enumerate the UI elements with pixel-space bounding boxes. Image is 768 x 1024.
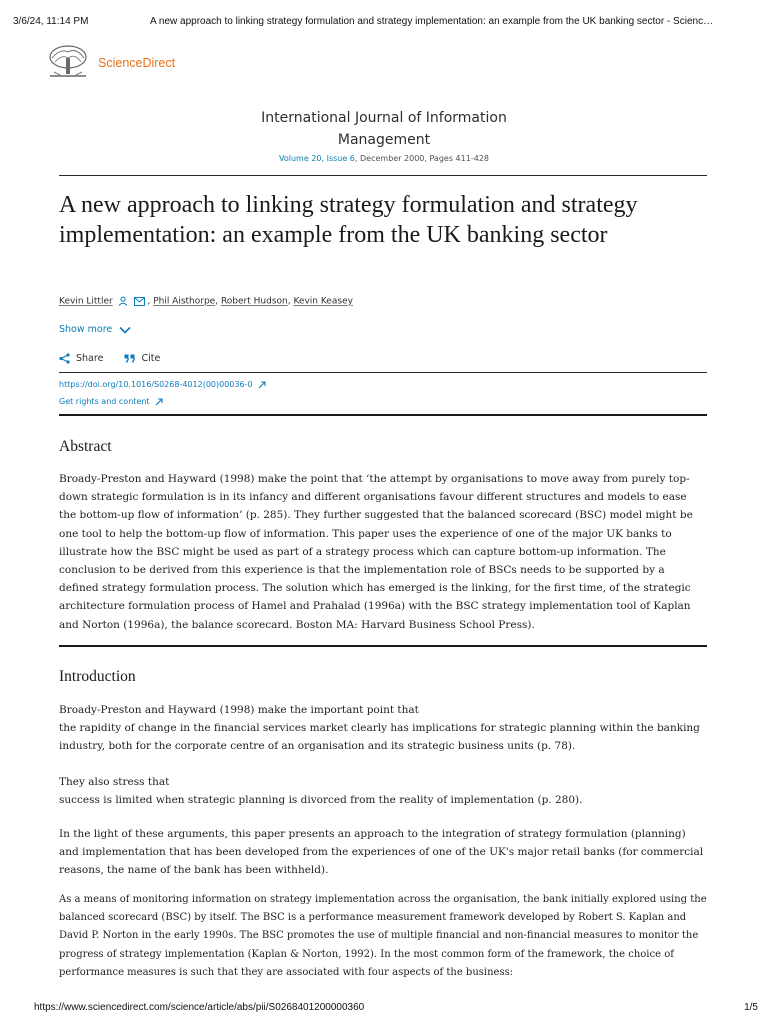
divider <box>59 645 707 647</box>
author-link[interactable]: Phil Aisthorpe <box>153 296 216 307</box>
print-footer <box>0 1002 768 1016</box>
print-date: 3/6/24, 11:14 PM <box>13 16 89 27</box>
intro-paragraph: In the light of these arguments, this paper presents an approach to the integration of strategy formulation (planning) and implementation that has been developed from the experiences of one of the UK's major retail banks (for commercial reasons, the name of the bank has been withheld). <box>59 828 704 877</box>
author-link[interactable]: Robert Hudson <box>220 296 288 307</box>
print-page-title: A new approach to linking strategy formulation and strategy implementation: an example from the UK banking sector - Scienc… <box>150 16 714 27</box>
share-icon <box>59 353 70 364</box>
intro-quote: success is limited when strategic planning is divorced from the reality of implementation (p. 280). <box>59 794 583 806</box>
article-title: A new approach to linking strategy formulation and strategy implementation: an example from the UK banking sector <box>59 192 638 248</box>
doi-link[interactable] <box>59 380 266 389</box>
brand-name: ScienceDirect <box>98 56 176 70</box>
page-url: https://www.sciencedirect.com/science/article/abs/pii/S0268401200000360 <box>34 1002 365 1013</box>
author-link[interactable]: Kevin Keasey <box>293 296 353 307</box>
author-list: Kevin Littler , Phil Aisthorpe, Robert Hudson, Kevin Keasey <box>59 296 353 307</box>
show-more-button[interactable] <box>59 324 131 335</box>
journal-name-line1: International Journal of Information <box>261 110 507 126</box>
doi-text: https://doi.org/10.1016/S0268-4012(00)00036-0 <box>59 380 253 389</box>
introduction-heading: Introduction <box>59 668 136 685</box>
divider <box>59 175 707 176</box>
journal-name-line2: Management <box>337 132 431 148</box>
share-button[interactable] <box>59 353 103 364</box>
date-pages: , December 2000, Pages 411-428 <box>354 154 489 163</box>
abstract-text: Broady-Preston and Hayward (1998) make the point that ‘the attempt by organisations to move away from purely top-down strategic formulation is in its infancy and different organisations favour different structures and models to ease the bottom-up flow of information’ (p. 285). They further suggested that the balanced scorecard (BSC) model might be one tool to help the bottom-up flow of information. This paper uses the experience of one of the major UK banks to illustrate how the BSC might be used as part of a strategy process which can capture bottom-up information. The conclusion to be derived from this experience is that the implementation role of BSCs needs to be supported by a defined strategy formulation process. The solution which has emerged is the linking, for the first time, of the strategic architecture formulation process of Hamel and Prahalad (1996a) with the BSC strategy implementation tool of Kaplan and Norton (1996a), the balance scorecard. Boston MA: Harvard Business School Press). <box>59 473 693 631</box>
abstract-heading: Abstract <box>59 438 112 455</box>
intro-paragraph: As a means of monitoring information on strategy implementation across the organisation, the bank initially explored using the balanced scorecard (BSC) by itself. The BSC is a performance measurement framework developed by Robert S. Kaplan and David P. Norton in the early 1990s. The BSC promotes the use of multiple financial and non-financial measures to monitor the progress of strategy implementation (Kaplan & Norton, 1992). In the most common form of the framework, the choice of performance measures is such that they are associated with four aspects of the business: <box>59 894 707 978</box>
journal-name[interactable] <box>120 107 648 151</box>
print-header <box>0 16 768 30</box>
rights-link[interactable] <box>59 397 163 406</box>
elsevier-tree-icon <box>46 44 90 80</box>
cite-label: Cite <box>141 353 161 364</box>
external-link-icon <box>155 398 163 406</box>
sciencedirect-logo[interactable] <box>46 44 196 80</box>
cite-button[interactable] <box>124 353 160 364</box>
share-label: Share <box>76 353 104 364</box>
show-more-label: Show more <box>59 324 113 335</box>
envelope-icon[interactable] <box>134 297 145 306</box>
intro-paragraph: They also stress that <box>59 776 170 788</box>
author-link[interactable]: Kevin Littler <box>59 296 113 307</box>
rights-text: Get rights and content <box>59 397 150 406</box>
intro-quote: the rapidity of change in the financial services market clearly has implications for strategic planning within the banking industry, both for the corporate centre of an organisation and its strategic business units (p. 78). <box>59 722 700 753</box>
quote-icon <box>124 354 135 363</box>
external-link-icon <box>258 381 266 389</box>
volume-info <box>120 154 648 163</box>
intro-paragraph: Broady-Preston and Hayward (1998) make the important point that <box>59 704 419 716</box>
person-icon[interactable] <box>118 296 128 306</box>
divider <box>59 372 707 373</box>
article-actions <box>59 353 178 364</box>
volume-issue-link[interactable]: Volume 20, Issue 6 <box>279 154 355 163</box>
chevron-down-icon <box>119 326 131 334</box>
divider <box>59 414 707 416</box>
page-number: 1/5 <box>744 1002 758 1013</box>
